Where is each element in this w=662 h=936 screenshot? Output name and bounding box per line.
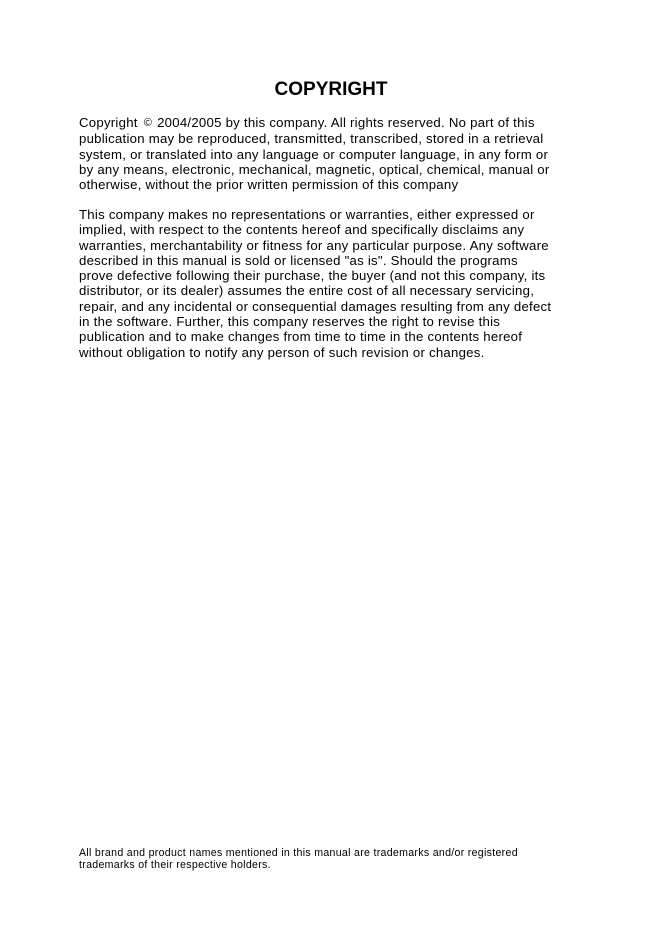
paragraph-line: otherwise, without the prior written permission of this company	[79, 177, 459, 193]
paragraph-line: repair, and any incidental or consequential damages resulting from any defect	[79, 298, 552, 314]
paragraph-line: prove defective following their purchase, the buyer (and not this company, its	[79, 268, 546, 284]
paragraph-line: without obligation to notify any person of such revision or changes.	[79, 344, 485, 360]
paragraph-line: in the software. Further, this company reserves the right to revise this	[79, 314, 501, 330]
copyright-symbol: ©	[143, 117, 153, 129]
page-title: COPYRIGHT	[274, 79, 388, 100]
copyright-notice-paragraph	[79, 115, 589, 192]
paragraph-line: warranties, merchantability or fitness for any particular purpose. Any software	[79, 237, 549, 253]
paragraph-line: publication and to make changes from time to time in the contents hereof	[79, 329, 523, 345]
paragraph-line: described in this manual is sold or licensed "as is". Should the programs	[79, 252, 518, 268]
paragraph-line: system, or translated into any language or computer language, in any form or	[79, 146, 549, 162]
copyright-statement: 2004/2005 by this company. All rights reserved. No part of this	[157, 115, 535, 130]
footnote-line: All brand and product names mentioned in this manual are trademarks and/or registered	[79, 847, 518, 859]
footnote-line: trademarks of their respective holders.	[79, 859, 271, 871]
paragraph-line	[79, 115, 589, 131]
paragraph-line: by any means, electronic, mechanical, magnetic, optical, chemical, manual or	[79, 161, 550, 177]
paragraph-line: This company makes no representations or warranties, either expressed or	[79, 207, 535, 222]
copyright-label: Copyright	[79, 115, 138, 130]
disclaimer-paragraph	[79, 207, 589, 360]
trademark-footnote	[79, 847, 599, 871]
paragraph-line: implied, with respect to the contents hereof and specifically disclaims any	[79, 222, 525, 238]
paragraph-line: publication may be reproduced, transmitted, transcribed, stored in a retrieval	[79, 131, 544, 147]
paragraph-line: distributor, or its dealer) assumes the entire cost of all necessary servicing,	[79, 283, 535, 299]
